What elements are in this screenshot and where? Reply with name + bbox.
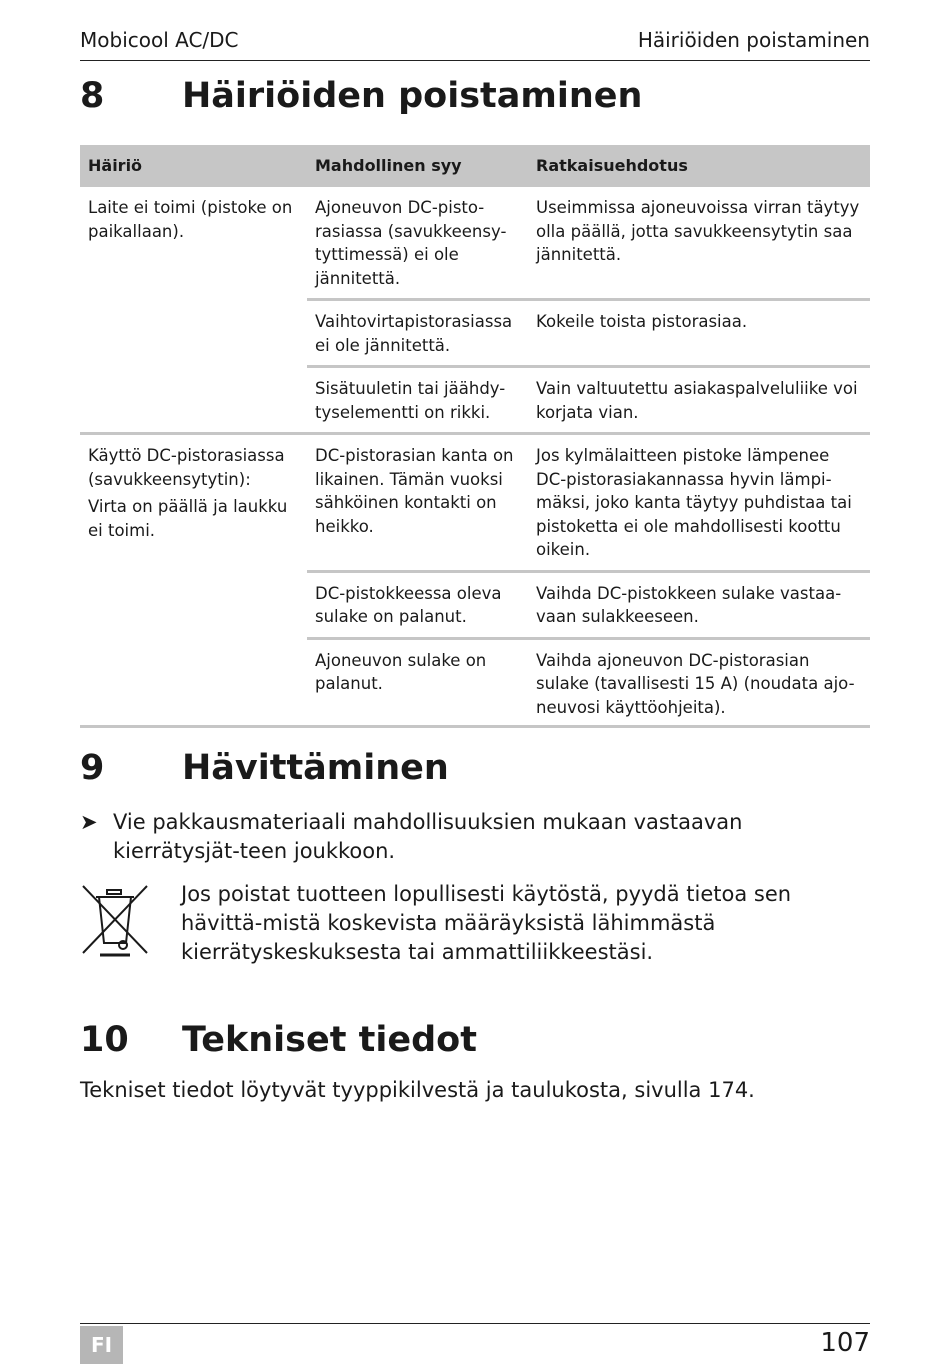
fault-text: Laite ei toimi (pistoke on paikallaan). <box>88 198 293 241</box>
page-number: 107 <box>820 1328 870 1358</box>
cause-cell: Vaihtovirtapistorasiassa ei ole jännitettä. <box>307 300 528 367</box>
column-header: Mahdollinen syy <box>307 145 528 187</box>
bullet-item <box>80 808 870 866</box>
bullet-text: Vie pakkausmateriaali mahdollisuuksien mukaan vastaavan kierrätysjät-teen joukkoon. <box>113 810 743 863</box>
cause-cell: Sisätuuletin tai jäähdy-tyselementti on rikki. <box>307 367 528 434</box>
section-number: 8 <box>80 76 105 116</box>
section-title: Tekniset tiedot <box>182 1020 477 1060</box>
fault-cell <box>80 187 307 434</box>
cause-cell: Ajoneuvon DC-pisto-rasiassa (savukkeensy-tyttimessä) ei ole jännitettä. <box>307 187 528 300</box>
section-8-heading <box>80 76 642 116</box>
header-chapter: Häiriöiden poistaminen <box>637 28 870 52</box>
page-header <box>80 28 870 61</box>
section-title: Häiriöiden poistaminen <box>182 76 643 116</box>
arrow-bullet-icon: ➤ <box>80 810 98 834</box>
solution-cell: Useimmissa ajoneuvoissa virran täytyy olla päällä, jotta savukkeensytytin saa jännitettä. <box>528 187 870 300</box>
table-header-row <box>80 145 870 187</box>
table-row <box>80 187 870 300</box>
column-header: Häiriö <box>80 145 307 187</box>
solution-cell: Kokeile toista pistorasiaa. <box>528 300 870 367</box>
page-footer <box>80 1323 870 1366</box>
column-header: Ratkaisuehdotus <box>528 145 870 187</box>
section-number: 10 <box>80 1020 129 1060</box>
solution-cell: Vain valtuutettu asiakaspalveluliike voi korjata vian. <box>528 367 870 434</box>
language-badge: FI <box>80 1326 123 1364</box>
solution-cell: Vaihda DC-pistokkeen sulake vastaa-vaan sulakkeeseen. <box>528 571 870 638</box>
cause-cell: Ajoneuvon sulake on palanut. <box>307 638 528 727</box>
fault-cell <box>80 434 307 727</box>
section-9-heading <box>80 748 449 788</box>
fault-text: Käyttö DC-pistorasiassa (savukkeensytytin): <box>88 446 285 489</box>
section-number: 9 <box>80 748 105 788</box>
cause-cell: DC-pistokkeessa oleva sulake on palanut. <box>307 571 528 638</box>
troubleshooting-table <box>80 145 870 728</box>
fault-text: Virta on päällä ja laukku ei toimi. <box>88 497 288 540</box>
solution-cell: Jos kylmälaitteen pistoke lämpenee DC-pistorasiakannassa hyvin lämpi-mäksi, joko kanta täytyy puhdistaa tai pistoketta ei ole mahdollisesti koottu oikein. <box>528 434 870 572</box>
crossed-out-wheelie-bin-icon <box>80 883 150 958</box>
cause-cell: DC-pistorasian kanta on likainen. Tämän vuoksi sähköinen kontakti on heikko. <box>307 434 528 572</box>
header-product: Mobicool AC/DC <box>80 28 239 52</box>
disposal-note: Jos poistat tuotteen lopullisesti käytöstä, pyydä tietoa sen hävittä-mistä koskevista määräyksistä lähimmästä kierrätyskeskuksesta tai ammattiliikkeestäsi. <box>181 882 792 964</box>
section-10-heading <box>80 1020 477 1060</box>
section-title: Hävittäminen <box>182 748 449 788</box>
technical-data-text: Tekniset tiedot löytyvät tyyppikilvestä ja taulukosta, sivulla 174. <box>80 1078 755 1102</box>
table-row <box>80 434 870 572</box>
solution-cell: Vaihda ajoneuvon DC-pistorasian sulake (tavallisesti 15 A) (noudata ajo-neuvosi käyttöohjeita). <box>528 638 870 727</box>
